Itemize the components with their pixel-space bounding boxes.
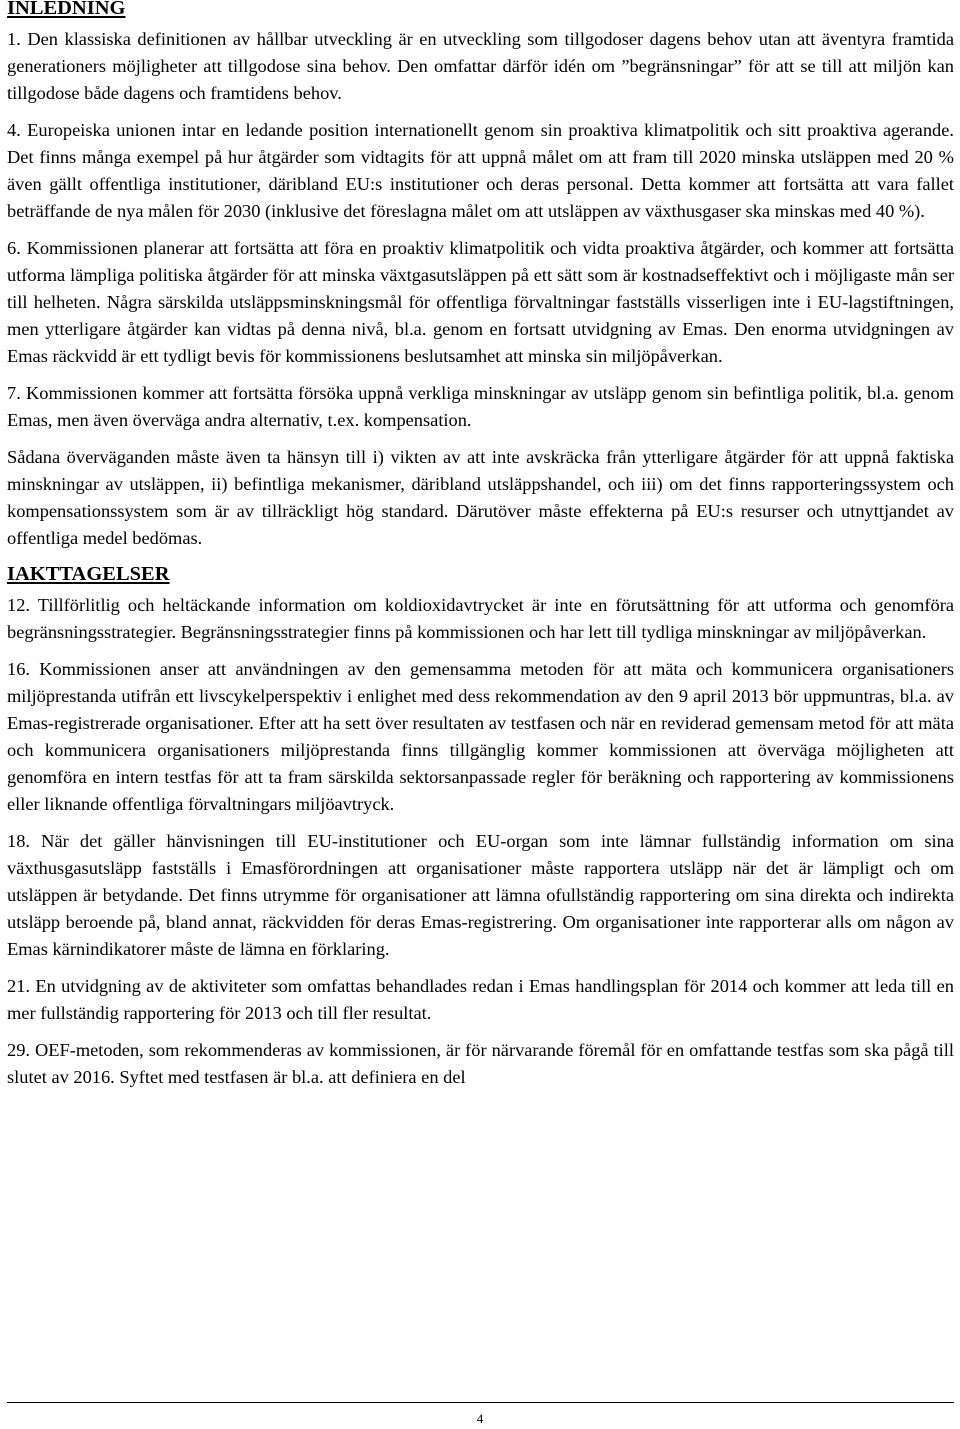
paragraph-text: En utvidgning av de aktiviteter som omfattas behandlades redan i Emas handlingsplan för 2014 och kommer att leda till en mer fullständig rapportering för 2013 och till fler resultat. — [7, 976, 954, 1023]
paragraph-text: Tillförlitlig och heltäckande information om koldioxidavtrycket är inte en förutsättning för att utforma och genomföra begränsningsstrategier. Begränsningsstrategier finns på kommissionen och har lett till tydliga minskningar av miljöpåverkan. — [7, 595, 954, 642]
page-number: 4 — [476, 1411, 484, 1426]
paragraph-29 — [7, 1037, 954, 1091]
paragraph-considerations — [7, 444, 954, 552]
paragraph-number: 6. — [7, 238, 21, 258]
paragraph-number: 16. — [7, 659, 30, 679]
document-page — [7, 0, 954, 1101]
paragraph-number: 29. — [7, 1040, 30, 1060]
paragraph-number: 18. — [7, 831, 30, 851]
paragraph-number: 21. — [7, 976, 30, 996]
paragraph-number: 1. — [7, 29, 21, 49]
paragraph-text: Den klassiska definitionen av hållbar utveckling är en utveckling som tillgodoser dagens behov utan att äventyra framtida generationers möjligheter att tillgodose sina behov. Den omfattar därför idén om ”begränsningar” för att se till att miljön kan tillgodose både dagens och framtidens behov. — [7, 29, 954, 103]
heading-inledning: INLEDNING — [7, 0, 126, 19]
paragraph-4 — [7, 117, 954, 225]
paragraph-text: Kommissionen planerar att fortsätta att föra en proaktiv klimatpolitik och vidta proaktiva åtgärder, och kommer att fortsätta utforma lämpliga politiska åtgärder för att minska växtgasutsläppen på ett sätt som är kostnadseffektivt och i möjligaste mån ser till helheten. Några särskilda utsläppsminskningsmål för offentliga förvaltningar fastställs visserligen inte i EU-lagstiftningen, men ytterligare åtgärder kan vidtas på denna nivå, bl.a. genom en fortsatt utvidgning av Emas. Den enorma utvidgningen av Emas räckvidd är ett tydligt bevis för kommissionens beslutsamhet att minska sin miljöpåverkan. — [7, 238, 954, 366]
paragraph-number: 4. — [7, 120, 21, 140]
footer-divider — [7, 1402, 954, 1403]
paragraph-text: När det gäller hänvisningen till EU-institutioner och EU-organ som inte lämnar fullständig information om sina växthusgasutsläpp fastställs i Emasförordningen att organisationer måste rapportera utsläpp när det är lämpligt och om utsläppen är betydande. Det finns utrymme för organisationer att lämna ofullständig rapportering om sina direkta och indirekta utsläpp beroende på, bland annat, räckvidden för deras Emas-registrering. Om organisationer inte rapporterar alls om någon av Emas kärnindikatorer måste de lämna en förklaring. — [7, 831, 954, 959]
heading-iakttagelser: IAKTTAGELSER — [7, 563, 170, 585]
paragraph-7 — [7, 380, 954, 434]
paragraph-text: OEF-metoden, som rekommenderas av kommissionen, är för närvarande föremål för en omfattande testfas som ska pågå till slutet av 2016. Syftet med testfasen är bl.a. att definiera en del — [7, 1040, 954, 1087]
paragraph-12 — [7, 592, 954, 646]
paragraph-text-continued: Det finns många exempel på hur åtgärder som vidtagits för att uppnå målet om att fram till 2020 minska utsläppen med 20 % även gällt offentliga institutioner, däribland EU:s institutioner och deras personal. Detta kommer att fortsätta att vara fallet beträffande de nya målen för 2030 (inklusive det föreslagna målet om att utsläppen av växthusgaser ska minskas med 40 %). — [7, 147, 954, 221]
paragraph-6 — [7, 235, 954, 370]
paragraph-number: 7. — [7, 383, 21, 403]
paragraph-number: 12. — [7, 595, 30, 615]
paragraph-text: Kommissionen kommer att fortsätta försöka uppnå verkliga minskningar av utsläpp genom sin befintliga politik, bl.a. genom Emas, men även överväga andra alternativ, t.ex. kompensation. — [7, 383, 954, 430]
paragraph-1 — [7, 26, 954, 107]
paragraph-text: Kommissionen anser att användningen av den gemensamma metoden för att mäta och kommunicera organisationers miljöprestanda utifrån ett livscykelperspektiv i enlighet med dess rekommendation av den 9 april 2013 bör uppmuntras, bl.a. av Emas-registrerade organisationer. Efter att ha sett över resultaten av testfasen och när en reviderad gemensam metod för att mäta och kommunicera organisationers miljöprestanda finns tillgänglig kommer kommissionen att överväga möjligheten att genomföra en intern testfas för att ta fram särskilda sektorsanpassade regler för beräkning och rapportering av kommissionens eller liknande offentliga förvaltningars miljöavtryck. — [7, 659, 954, 814]
paragraph-text: Sådana överväganden måste även ta hänsyn till i) vikten av att inte avskräcka från ytterligare åtgärder för att uppnå faktiska minskningar av utsläppen, ii) befintliga mekanismer, däribland utsläppshandel, och iii) om det finns rapporteringssystem och kompensationssystem som är av tillräckligt hög standard. Därutöver måste effekterna på EU:s resurser och utnyttjandet av offentliga medel bedömas. — [7, 447, 954, 548]
paragraph-16 — [7, 656, 954, 818]
paragraph-18 — [7, 828, 954, 963]
paragraph-21 — [7, 973, 954, 1027]
paragraph-text: Europeiska unionen intar en ledande position internationellt genom sin proaktiva klimatpolitik och sitt proaktiva agerande. — [27, 120, 954, 140]
